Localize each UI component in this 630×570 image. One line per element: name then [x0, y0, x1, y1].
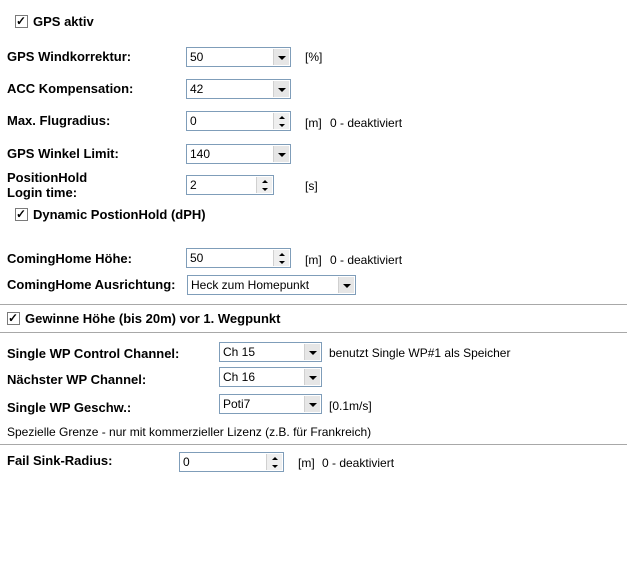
chevron-down-icon[interactable] — [304, 344, 320, 360]
max-flight-radius-spinner[interactable] — [186, 111, 291, 131]
spin-down-icon[interactable] — [257, 185, 272, 193]
single-wp-control-channel-value: Ch 15 — [223, 345, 256, 359]
fail-sink-radius-value: 0 — [183, 455, 190, 469]
fail-sink-radius-spinner[interactable] — [179, 452, 284, 472]
chevron-down-icon[interactable] — [273, 81, 289, 97]
coming-home-height-label: ComingHome Höhe: — [7, 251, 132, 266]
position-hold-spinner[interactable] — [186, 175, 274, 195]
section-divider — [0, 332, 627, 333]
single-wp-control-channel-select[interactable] — [219, 342, 322, 362]
coming-home-orientation-select[interactable] — [187, 275, 356, 295]
max-flight-radius-value: 0 — [190, 114, 197, 128]
max-flight-radius-hint: 0 - deaktiviert — [330, 116, 403, 130]
spin-down-icon[interactable] — [267, 462, 282, 470]
chevron-down-icon[interactable] — [304, 396, 320, 412]
gps-angle-limit-label: GPS Winkel Limit: — [7, 146, 119, 161]
coming-home-height-value: 50 — [190, 251, 204, 265]
chevron-down-icon[interactable] — [273, 146, 289, 162]
position-hold-label-line2: Login time: — [7, 185, 78, 200]
single-wp-speed-unit: [0.1m/s] — [329, 399, 372, 413]
position-hold-label — [7, 170, 87, 200]
chevron-down-icon[interactable] — [273, 49, 289, 65]
coming-home-height-unit: [m] — [305, 253, 322, 267]
coming-home-orientation-value: Heck zum Homepunkt — [191, 278, 310, 292]
max-flight-radius-label: Max. Flugradius: — [7, 113, 111, 128]
coming-home-orientation-label: ComingHome Ausrichtung: — [7, 277, 176, 292]
position-hold-value: 2 — [190, 178, 197, 192]
section-divider — [0, 304, 627, 305]
fail-sink-radius-unit: [m] — [298, 456, 315, 470]
position-hold-label-line1: PositionHold — [7, 170, 88, 185]
wind-correction-unit: [%] — [305, 50, 323, 64]
gain-height-label: Gewinne Höhe (bis 20m) vor 1. Wegpunkt — [25, 311, 281, 326]
section-divider — [0, 444, 627, 445]
fail-sink-radius-label: Fail Sink-Radius: — [7, 453, 113, 468]
coming-home-height-hint: 0 - deaktiviert — [330, 253, 403, 267]
fail-sink-radius-hint: 0 - deaktiviert — [322, 456, 395, 470]
acc-compensation-value: 42 — [190, 82, 204, 96]
single-wp-speed-select[interactable] — [219, 394, 322, 414]
chevron-down-icon[interactable] — [304, 369, 320, 385]
gps-angle-limit-select[interactable] — [186, 144, 291, 164]
position-hold-unit: [s] — [305, 179, 318, 193]
next-wp-channel-value: Ch 16 — [223, 370, 256, 384]
gps-angle-limit-value: 140 — [190, 147, 211, 161]
dynamic-position-hold-label: Dynamic PostionHold (dPH) — [33, 207, 206, 222]
single-wp-speed-value: Poti7 — [223, 397, 251, 411]
gps-active-label: GPS aktiv — [33, 14, 94, 29]
acc-compensation-select[interactable] — [186, 79, 291, 99]
gps-active-checkbox[interactable] — [15, 15, 28, 28]
next-wp-channel-select[interactable] — [219, 367, 322, 387]
next-wp-channel-label: Nächster WP Channel: — [7, 372, 147, 387]
gain-height-checkbox[interactable] — [7, 312, 20, 325]
wind-correction-label: GPS Windkorrektur: — [7, 49, 132, 64]
single-wp-control-channel-hint: benutzt Single WP#1 als Speicher — [329, 346, 511, 360]
spin-down-icon[interactable] — [274, 258, 289, 266]
wind-correction-value: 50 — [190, 50, 204, 64]
max-flight-radius-unit: [m] — [305, 116, 322, 130]
acc-compensation-label: ACC Kompensation: — [7, 81, 134, 96]
dynamic-position-hold-checkbox[interactable] — [15, 208, 28, 221]
single-wp-speed-label: Single WP Geschw.: — [7, 400, 132, 415]
single-wp-control-channel-label: Single WP Control Channel: — [7, 346, 180, 361]
wind-correction-select[interactable] — [186, 47, 291, 67]
special-limit-note: Spezielle Grenze - nur mit kommerzieller Lizenz (z.B. für Frankreich) — [7, 425, 372, 439]
spin-down-icon[interactable] — [274, 121, 289, 129]
coming-home-height-spinner[interactable] — [186, 248, 291, 268]
chevron-down-icon[interactable] — [338, 277, 354, 293]
